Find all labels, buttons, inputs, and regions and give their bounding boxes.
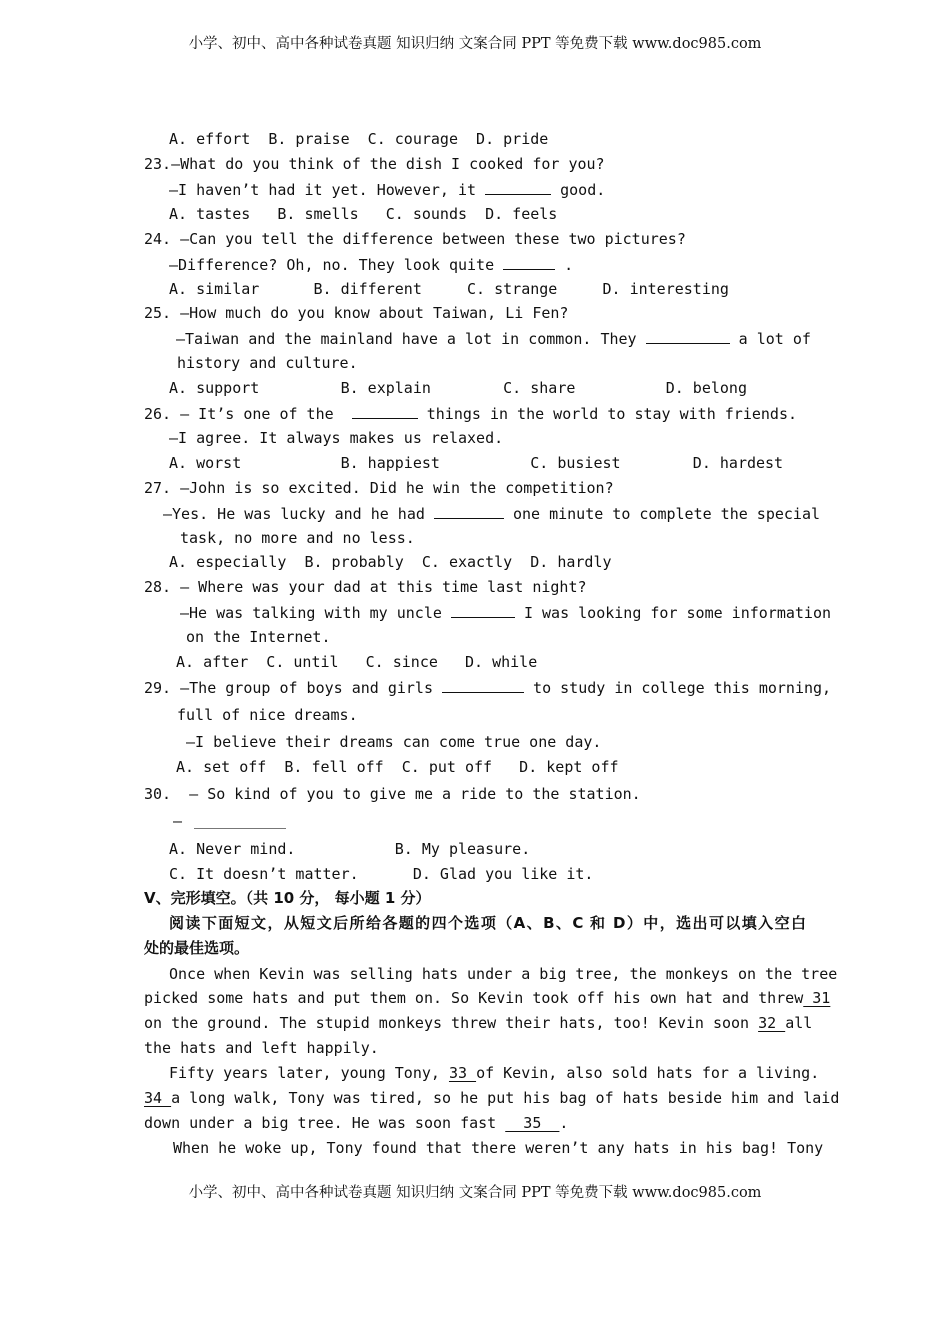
- q23-question: 23.—What do you think of the dish I cooked for you?: [144, 155, 605, 173]
- blank-33: 33: [448, 1064, 477, 1082]
- q28-answer: [180, 602, 832, 623]
- q24-answer-text: —Difference? Oh, no. They look quite: [169, 256, 495, 274]
- q27-answer-cont: task, no more and no less.: [180, 529, 415, 547]
- section-title: V、完形填空。（共 10 分， 每小题 1 分）: [144, 889, 431, 907]
- q23-answer-end: good.: [560, 181, 606, 199]
- q27-blank: [434, 503, 504, 519]
- passage-p1-line2: [144, 988, 831, 1008]
- q28-answer-end: I was looking for some information: [523, 604, 832, 622]
- q28-answer-cont: on the Internet.: [186, 628, 331, 646]
- page-footer: 小学、初中、高中各种试卷真题 知识归纳 文案合同 PPT 等免费下载 www.doc985.com: [188, 1185, 762, 1201]
- q25-answer-cont: history and culture.: [177, 354, 358, 372]
- q27-question: 27. —John is so excited. Did he win the competition?: [144, 479, 614, 497]
- q25-options: A. support B. explain C. share D. belong: [169, 379, 747, 397]
- section-instruction: 阅读下面短文，从短文后所给各题的四个选项（A、B、C 和 D）中，选出可以填入空白: [169, 914, 806, 932]
- blank-32: 32: [758, 1014, 786, 1032]
- q23-options: A. tastes B. smells C. sounds D. feels: [169, 205, 558, 223]
- q29-question-text: 29. —The group of boys and girls: [144, 679, 433, 697]
- blank-35: 35: [505, 1114, 560, 1132]
- q29-options: A. set off B. fell off C. put off D. kept off: [176, 758, 619, 776]
- q29-answer: —I believe their dreams can come true one day.: [186, 733, 602, 751]
- q24-blank: [503, 254, 555, 270]
- q24-question: 24. —Can you tell the difference between these two pictures?: [144, 230, 686, 248]
- q30-blank: [194, 828, 286, 829]
- q27-answer-text: —Yes. He was lucky and he had: [163, 505, 425, 523]
- q30-question: 30. – So kind of you to give me a ride to the station.: [144, 785, 641, 803]
- passage-p2-line1-text: Fifty years later, young Tony,: [169, 1064, 440, 1082]
- blank-31: 31: [803, 989, 831, 1007]
- passage-p2-line1: [169, 1063, 820, 1083]
- passage-p2-line3: [144, 1113, 568, 1133]
- q28-blank: [451, 602, 515, 618]
- passage-p1-line3: [144, 1013, 813, 1033]
- passage-p2-line1-end: of Kevin, also sold hats for a living.: [476, 1064, 820, 1082]
- q25-answer: [176, 328, 811, 349]
- q26-question-end: things in the world to stay with friends.: [426, 405, 798, 423]
- q28-question: 28. — Where was your dad at this time last night?: [144, 578, 587, 596]
- passage-p1-line3-end: all: [785, 1014, 813, 1032]
- passage-p2-line3-text: down under a big tree. He was soon fast: [144, 1114, 497, 1132]
- q25-question: 25. —How much do you know about Taiwan, Li Fen?: [144, 304, 569, 322]
- q30-options-2: C. It doesn’t matter. D. Glad you like it.: [169, 865, 594, 883]
- passage-p2-line3-end: .: [559, 1114, 569, 1132]
- q25-answer-text: —Taiwan and the mainland have a lot in common. They: [176, 330, 637, 348]
- q30-options-1: A. Never mind. B. My pleasure.: [169, 840, 531, 858]
- passage-p2-line2: [144, 1088, 840, 1108]
- section-instruction-cont: 处的最佳选项。: [144, 939, 250, 957]
- q26-question: [144, 403, 797, 424]
- q26-answer: —I agree. It always makes us relaxed.: [169, 429, 504, 447]
- q26-question-text: 26. — It’s one of the: [144, 405, 334, 423]
- q27-answer-end: one minute to complete the special: [512, 505, 821, 523]
- q24-answer: [169, 254, 573, 275]
- q30-answer-dash: –: [173, 812, 183, 830]
- q27-answer: [163, 503, 821, 524]
- q29-question-cont: full of nice dreams.: [177, 706, 358, 724]
- q28-answer-text: —He was talking with my uncle: [180, 604, 442, 622]
- passage-p1-line2-text: picked some hats and put them on. So Kevin took off his own hat and threw: [144, 989, 804, 1007]
- q26-options: A. worst B. happiest C. busiest D. hardest: [169, 454, 784, 472]
- q23-answer-text: —I haven’t had it yet. However, it: [169, 181, 477, 199]
- page-header: 小学、初中、高中各种试卷真题 知识归纳 文案合同 PPT 等免费下载 www.doc985.com: [188, 36, 762, 52]
- q25-answer-end: a lot of: [738, 330, 811, 348]
- q24-options: A. similar B. different C. strange D. interesting: [169, 280, 729, 298]
- q29-question: [144, 677, 832, 698]
- blank-34: 34: [144, 1089, 172, 1107]
- q23-answer: [169, 179, 605, 200]
- passage-p1-line1: Once when Kevin was selling hats under a big tree, the monkeys on the tree: [169, 965, 838, 983]
- passage-p1-line3-text: on the ground. The stupid monkeys threw their hats, too! Kevin soon: [144, 1014, 750, 1032]
- q26-blank: [352, 403, 418, 419]
- q29-blank: [442, 677, 524, 693]
- q27-options: A. especially B. probably C. exactly D. hardly: [169, 553, 612, 571]
- q24-answer-end: .: [555, 256, 574, 274]
- q28-options: A. after C. until C. since D. while: [176, 653, 538, 671]
- passage-p1-line4: the hats and left happily.: [144, 1039, 379, 1057]
- passage-p3-line1: When he woke up, Tony found that there weren’t any hats in his bag! Tony: [173, 1139, 824, 1157]
- q23-blank: [485, 179, 551, 195]
- passage-p2-line2-text: a long walk, Tony was tired, so he put his bag of hats beside him and laid: [171, 1089, 840, 1107]
- q22-options: A. effort B. praise C. courage D. pride: [169, 130, 549, 148]
- q29-question-end: to study in college this morning,: [533, 679, 832, 697]
- q25-blank: [646, 328, 730, 344]
